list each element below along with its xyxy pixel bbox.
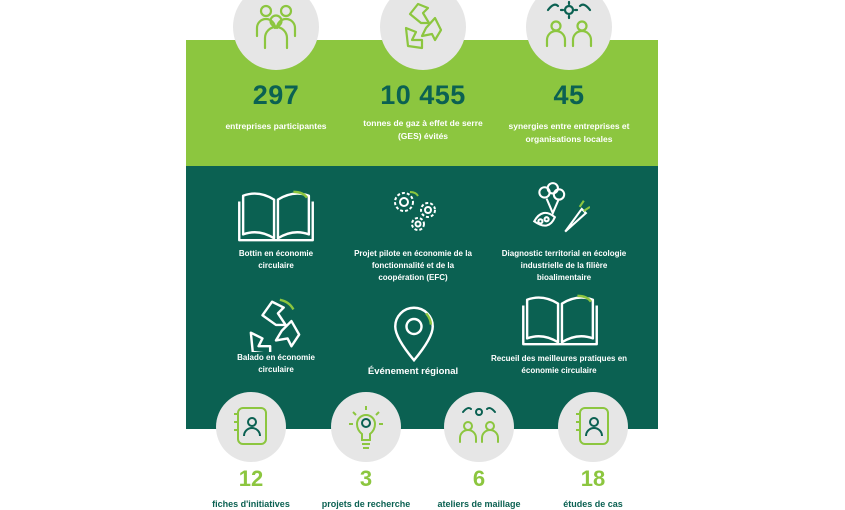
bottom-stat-circle-4 [558, 392, 628, 462]
tool-label-efc: Projet pilote en économie de la fonctionnalité et de la coopération (EFC) [354, 249, 472, 282]
synergy-icon [526, 0, 612, 70]
recycle-icon [242, 294, 308, 352]
stat-label-synergies: synergies entre entreprises et organisations locales [508, 121, 630, 144]
people-group-icon [233, 0, 319, 70]
lightbulb-icon [331, 392, 401, 462]
bottom-label-fiches: fiches d'initiatives [212, 499, 290, 509]
synergy-icon [444, 392, 514, 462]
bottom-label-projets: projets de recherche [321, 499, 411, 509]
bottom-value-fiches: 12 [238, 466, 264, 491]
open-book-icon [236, 188, 316, 246]
open-book-icon [520, 292, 600, 350]
recycle-icon [380, 0, 466, 70]
map-pin-icon [390, 304, 438, 364]
stat-label-companies: entreprises participantes [225, 121, 327, 131]
stat-label-ges: tonnes de gaz à effet de serre (GES) évités [363, 118, 483, 141]
stat-value-ges: 10 455 [380, 80, 466, 110]
top-stat-circle-2 [380, 0, 466, 70]
bottom-stat-circle-1 [216, 392, 286, 462]
tool-label-bottin: Bottin en économie circulaire [238, 249, 314, 270]
top-stat-circle-3 [526, 0, 612, 70]
tool-label-balado: Balado en économie circulaire [237, 353, 315, 374]
profile-card-icon [558, 392, 628, 462]
gears-icon [384, 184, 444, 234]
bottom-stat-circle-3 [444, 392, 514, 462]
bottom-value-etudes: 18 [580, 466, 606, 491]
stat-value-synergies: 45 [553, 80, 585, 110]
profile-card-icon [216, 392, 286, 462]
top-stat-circle-1 [233, 0, 319, 70]
bottom-stat-circle-2 [331, 392, 401, 462]
bottom-label-ateliers: ateliers de maillage [437, 499, 521, 509]
tool-label-diagnostic: Diagnostic territorial en écologie industrielle de la filière bioalimentaire [501, 249, 627, 282]
stat-value-companies: 297 [252, 80, 300, 110]
bottom-value-ateliers: 6 [472, 466, 486, 491]
tool-label-evenement: Événement régional [367, 366, 459, 377]
bottom-value-projets: 3 [359, 466, 373, 491]
bottom-label-etudes: études de cas [563, 499, 623, 509]
tool-label-recueil: Recueil des meilleures pratiques en économie circulaire [490, 354, 628, 375]
vegetables-icon [528, 180, 590, 242]
